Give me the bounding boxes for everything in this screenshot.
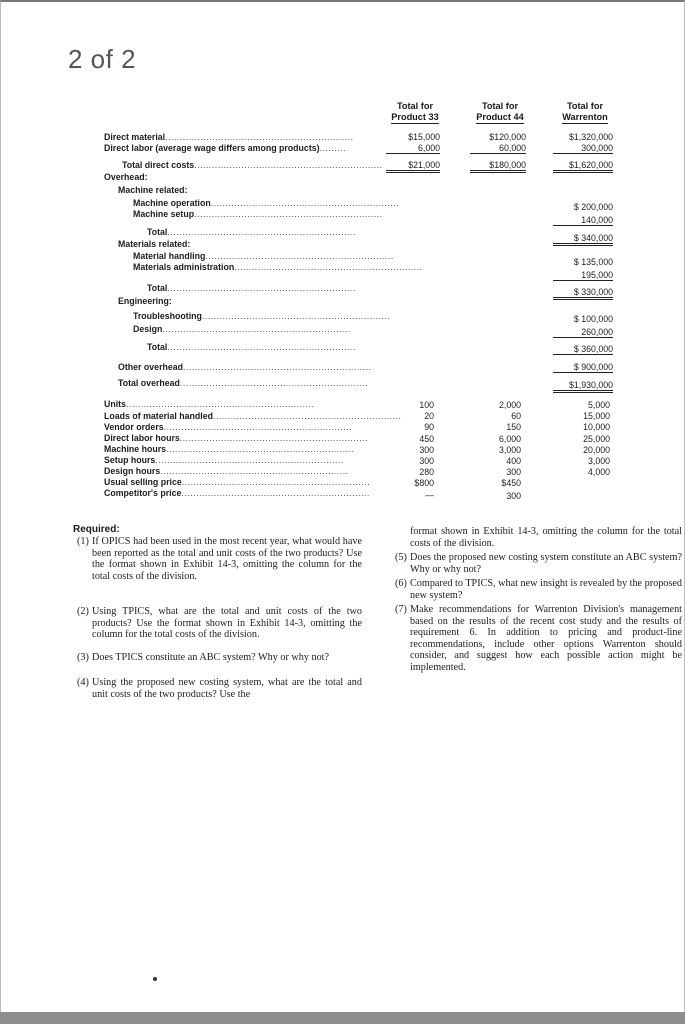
row-label-machine-setup: Machine setup................................................................ xyxy=(133,209,383,219)
row-label-materials-related: Materials related: xyxy=(118,239,191,249)
cell-total-overhead-w: $1,930,000 xyxy=(553,380,613,393)
column-header-warrenton: Total for Warrenton xyxy=(562,101,608,122)
cell-setup-hours-p44: 400 xyxy=(506,456,521,466)
cell-vendor-orders-w: 10,000 xyxy=(583,422,610,432)
cell-materials-total-w: $ 330,000 xyxy=(553,287,613,300)
row-label-materials-total: Total................................................................ xyxy=(147,283,356,293)
cell-loads-w: 15,000 xyxy=(583,411,610,421)
row-label-troubleshooting: Troubleshooting................................................................ xyxy=(133,311,391,321)
row-label-usual-price: Usual selling price................................................................ xyxy=(104,477,371,487)
cell-vendor-orders-p33: 90 xyxy=(424,422,434,432)
cell-usual-price-p44: $450 xyxy=(501,478,521,488)
cell-units-p44: 2,000 xyxy=(498,400,521,410)
cell-direct-material-p44: $120,000 xyxy=(489,132,526,142)
stray-dot xyxy=(153,977,157,981)
row-label-total-direct: Total direct costs................................................................ xyxy=(122,160,383,170)
cell-direct-labor-p44: 60,000 xyxy=(470,143,526,154)
column-header-product-44: Total for Product 44 xyxy=(476,101,524,122)
cell-direct-labor-w: 300,000 xyxy=(553,143,613,154)
row-label-design: Design................................................................ xyxy=(133,324,351,334)
requirement-1: (1) If OPICS had been used in the most recent year, what would have been reported as the total and unit costs of the two products? Use the format shown in Exhibit 14-3, omitting the column for the total costs of the division. xyxy=(77,536,362,582)
bottom-toolbar-strip xyxy=(0,1012,685,1024)
row-label-materials-admin: Materials administration................................................................ xyxy=(133,262,423,272)
column-header-product-33: Total for Product 33 xyxy=(391,101,439,122)
row-label-loads: Loads of material handled................................................................ xyxy=(104,411,402,421)
cell-competitor-price-p44: 300 xyxy=(506,491,521,501)
row-label-setup-hours: Setup hours................................................................ xyxy=(104,455,344,465)
cell-total-direct-w: $1,620,000 xyxy=(553,160,613,173)
requirement-5: (5) Does the proposed new costing system constitute an ABC system? Why or why not? xyxy=(395,552,682,575)
cell-setup-hours-p33: 300 xyxy=(419,456,434,466)
cell-direct-labor-hours-p44: 6,000 xyxy=(498,434,521,444)
cell-design-hours-p33: 280 xyxy=(419,467,434,477)
cell-machine-operation-w: $ 200,000 xyxy=(573,202,613,212)
row-label-units: Units................................................................ xyxy=(104,399,315,409)
cell-competitor-price-p33: — xyxy=(425,490,434,500)
row-label-direct-labor-hours: Direct labor hours................................................................ xyxy=(104,433,369,443)
cell-design-hours-p44: 300 xyxy=(506,467,521,477)
cell-engineering-total-w: $ 360,000 xyxy=(553,344,613,355)
row-label-machine-total: Total................................................................ xyxy=(147,227,356,237)
row-label-vendor-orders: Vendor orders................................................................ xyxy=(104,422,353,432)
row-label-engineering-total: Total................................................................ xyxy=(147,342,356,352)
required-heading: Required: xyxy=(73,524,120,535)
cell-loads-p33: 20 xyxy=(424,411,434,421)
cell-direct-labor-hours-p33: 450 xyxy=(419,434,434,444)
row-label-machine-hours: Machine hours................................................................ xyxy=(104,444,355,454)
cell-materials-admin-w: 195,000 xyxy=(553,270,613,281)
cell-machine-hours-w: 20,000 xyxy=(583,445,610,455)
cell-vendor-orders-p44: 150 xyxy=(506,422,521,432)
cell-machine-hours-p44: 3,000 xyxy=(498,445,521,455)
cell-machine-setup-w: 140,000 xyxy=(553,215,613,226)
row-label-design-hours: Design hours................................................................ xyxy=(104,466,349,476)
cell-loads-p44: 60 xyxy=(511,411,521,421)
cell-other-overhead-w: $ 900,000 xyxy=(553,362,613,373)
cell-setup-hours-w: 3,000 xyxy=(587,456,610,466)
row-label-direct-material: Direct material................................................................ xyxy=(104,132,354,142)
cell-design-hours-w: 4,000 xyxy=(587,467,610,477)
cell-machine-hours-p33: 300 xyxy=(419,445,434,455)
requirement-7: (7) Make recommendations for Warrenton Division's management based on the results of the recent cost study and the results of requirement 6. In addition to pricing and product-line recommendations, include other options Warrenton should consider, and suggest how each possible action might be implemented. xyxy=(395,604,682,673)
cell-direct-labor-hours-w: 25,000 xyxy=(583,434,610,444)
cell-usual-price-p33: $800 xyxy=(414,478,434,488)
row-label-total-overhead: Total overhead................................................................ xyxy=(118,378,369,388)
cell-material-handling-w: $ 135,000 xyxy=(573,257,613,267)
row-label-direct-labor: Direct labor (average wage differs among products)......... xyxy=(104,143,347,153)
row-label-competitor-price: Competitor's price................................................................ xyxy=(104,488,370,498)
requirement-4: (4) Using the proposed new costing system, what are the total and unit costs of the two products? Use the xyxy=(77,677,362,700)
row-label-other-overhead: Other overhead................................................................ xyxy=(118,362,372,372)
row-label-machine-operation: Machine operation................................................................ xyxy=(133,198,400,208)
cell-troubleshooting-w: $ 100,000 xyxy=(573,314,613,324)
row-label-overhead: Overhead: xyxy=(104,172,148,182)
cell-machine-total-w: $ 340,000 xyxy=(553,233,613,246)
requirement-6: (6) Compared to TPICS, what new insight is revealed by the proposed new system? xyxy=(395,578,682,601)
requirement-4-continued: format shown in Exhibit 14-3, omitting the column for the total costs of the division. xyxy=(410,526,682,549)
row-label-engineering: Engineering: xyxy=(118,296,172,306)
cell-units-w: 5,000 xyxy=(587,400,610,410)
page-indicator: 2 of 2 xyxy=(68,44,137,74)
cell-units-p33: 100 xyxy=(419,400,434,410)
cell-total-direct-p44: $180,000 xyxy=(470,160,526,173)
cell-direct-labor-p33: 6,000 xyxy=(386,143,440,154)
cell-direct-material-w: $1,320,000 xyxy=(568,132,613,142)
requirement-3: (3) Does TPICS constitute an ABC system? Why or why not? xyxy=(77,652,330,663)
cell-total-direct-p33: $21,000 xyxy=(386,160,440,173)
cell-design-w: 260,000 xyxy=(553,327,613,338)
row-label-machine-related: Machine related: xyxy=(118,185,188,195)
cell-direct-material-p33: $15,000 xyxy=(408,132,440,142)
row-label-material-handling: Material handling................................................................ xyxy=(133,251,394,261)
requirement-2: (2) Using TPICS, what are the total and unit costs of the two products? Use the format shown in Exhibit 14-3, omitting the column for the total costs of the division. xyxy=(77,606,362,641)
